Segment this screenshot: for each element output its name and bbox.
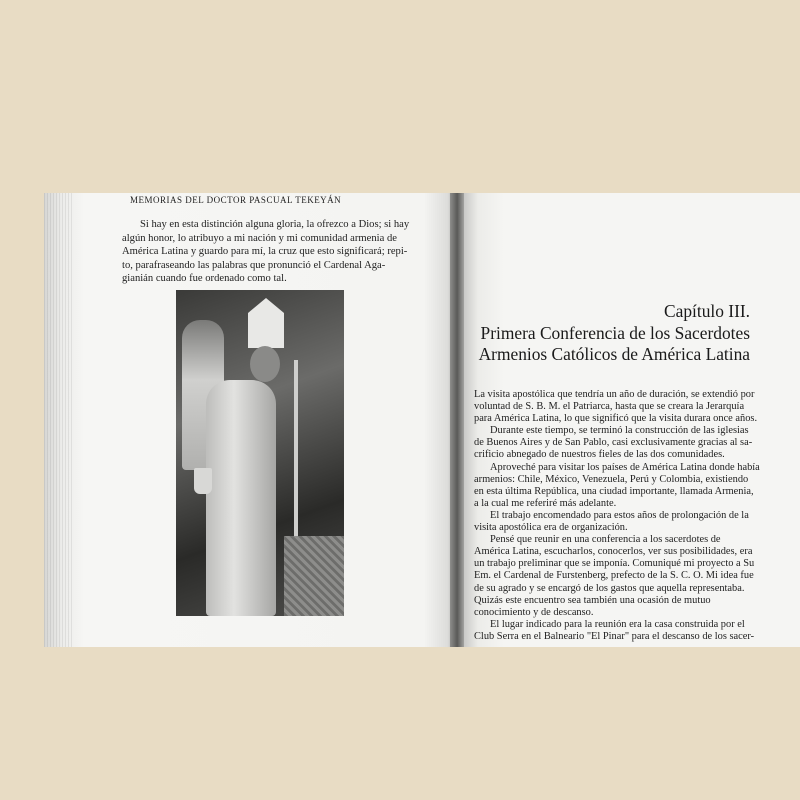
chapter-line: Capítulo III. — [664, 301, 750, 321]
open-book — [44, 193, 800, 647]
intro-line: América Latina y guardo para mí, la cruz que esto significará; repi- — [122, 246, 408, 258]
body-line: El trabajo encomendado para estos años de prolongación de la — [490, 509, 749, 521]
body-line: crificio abnegado de nuestros fieles de las dos comunidades. — [474, 449, 725, 461]
body-line: de su agrado y se encargó de los gastos que aquella representaba. — [474, 582, 745, 594]
photo-stone — [284, 536, 344, 616]
body-line: Club Serra en el Balneario "El Pinar" para el descanso de los sacer- — [474, 630, 755, 642]
photo-mitre — [248, 298, 284, 348]
body-line: un trabajo preliminar que se imponía. Comuniqué mi proyecto a Su — [474, 558, 755, 570]
body-line: Durante este tiempo, se terminó la construcción de las iglesias — [490, 425, 749, 437]
intro-paragraph — [122, 218, 452, 286]
photo-bucket — [194, 468, 212, 494]
ceremony-photo — [176, 290, 344, 616]
running-head: MEMORIAS DEL DOCTOR PASCUAL TEKEYÁN — [130, 195, 342, 205]
body-line: armenios: Chile, México, Venezuela, Perú y Colombia, existiendo — [474, 473, 749, 485]
intro-line: to, parafraseando las palabras que pronunció el Cardenal Aga- — [122, 259, 386, 271]
body-line: conocimiento y de descanso. — [474, 606, 594, 618]
chapter-line: Armenios Católicos de América Latina — [478, 344, 750, 364]
body-line: América Latina, escucharlos, conocerlos, ver sus posibilidades, era — [474, 546, 753, 558]
body-line: Em. el Cardenal de Furstenberg, prefecto de la S. C. O. Mi idea fue — [474, 570, 754, 582]
intro-line: algún honor, lo atribuyo a mi nación y mi comunidad armenia de — [122, 232, 397, 244]
photo-face — [250, 346, 280, 382]
body-line: La visita apostólica que tendría un año de duración, se extendió por — [474, 389, 755, 400]
page-edge — [44, 193, 74, 647]
chapter-body — [474, 389, 799, 643]
body-line: Aproveché para visitar los países de América Latina donde había — [490, 461, 760, 473]
chapter-title — [430, 301, 750, 366]
body-line: Quizás este encuentro sea también una ocasión de mutuo — [474, 594, 711, 606]
photo-bishop-robe — [206, 380, 276, 616]
intro-line: gianián cuando fue ordenado como tal. — [122, 273, 287, 285]
intro-line: Si hay en esta distinción alguna gloria, la ofrezco a Dios; si hay — [140, 219, 410, 230]
body-line: Pensé que reunir en una conferencia a los sacerdotes de — [490, 534, 721, 546]
body-line: en esta última República, una ciudad importante, llamada Armenia, — [474, 485, 754, 497]
chapter-line: Primera Conferencia de los Sacerdotes — [480, 322, 750, 343]
body-line: visita apostólica era de organización. — [474, 522, 628, 534]
body-line: a la cual me referiré más adelante. — [474, 497, 617, 509]
body-line: para América Latina, lo que significó que la visita durara once años. — [474, 413, 758, 425]
body-line: voluntad de S. B. M. el Patriarca, hasta que se creara la Jerarquía — [474, 401, 745, 413]
body-line: de Buenos Aires y de San Pablo, casi exclusivamente gracias al sa- — [474, 437, 753, 449]
body-line: El lugar indicado para la reunión era la casa construida por el — [490, 618, 745, 630]
